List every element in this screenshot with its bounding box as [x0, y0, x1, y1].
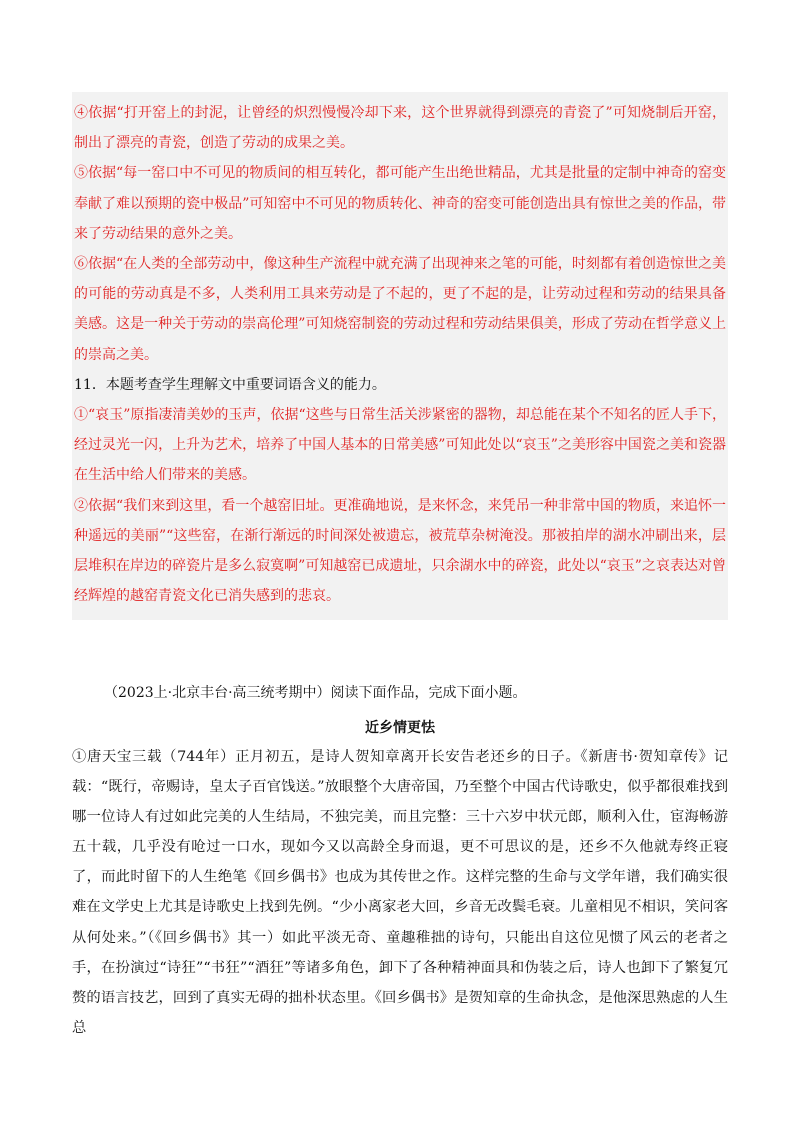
article-body — [72, 742, 728, 1043]
answer-question-11-heading: 11．本题考查学生理解文中重要词语含义的能力。 — [74, 376, 386, 393]
answer-paragraph-11-1: ①“哀玉”原指凄清美妙的玉声，依据“这些与日常生活关涉紧密的器物，却总能在某个不知名的匠人手下，经过灵光一闪，上升为艺术，培养了中国人基本的日常美感”可知此处以“哀玉”之美形容中国瓷之美和瓷器在生活中给人们带来的美感。 — [74, 407, 726, 484]
answer-paragraph-5: ⑤依据“每一窑口中不可见的物质间的相互转化，都可能产生出绝世精品，尤其是批量的定制中神奇的窑变奉献了难以预期的瓷中极品”可知窑中不可见的物质转化、神奇的窑变可能创造出具有惊世之美的作品，带来了劳动结果的意外之美。 — [74, 165, 726, 242]
answer-paragraph-11-2: ②依据“我们来到这里，看一个越窑旧址。更准确地说，是来怀念，来凭吊一种非常中国的物质，来追怀一种遥远的美丽”“这些窑，在渐行渐远的时间深处被遗忘，被荒草杂树淹没。那被拍岸的湖水冲刷出来，层层堆积在岸边的碎瓷片是多么寂寞啊”可知越窑已成遗址，只余湖水中的碎瓷，此处以“哀玉”之哀表达对曾经辉煌的越窑青瓷文化已消失感到的悲哀。 — [74, 497, 726, 605]
article-title: 近乡情更怯 — [365, 720, 435, 736]
answer-paragraph-4: ④依据“打开窑上的封泥，让曾经的炽烈慢慢冷却下来，这个世界就得到漂亮的青瓷了”可知烧制后开窑，制出了漂亮的青瓷，创造了劳动的成果之美。 — [74, 105, 726, 152]
article-paragraph-1: ①唐天宝三载（744年）正月初五，是诗人贺知章离开长安告老还乡的日子。《新唐书·贺知章传》记载：“既行，帝赐诗，皇太子百官饯送。”放眼整个大唐帝国，乃至整个中国古代诗歌史，似乎都很难找到哪一位诗人有过如此完美的人生结局，不独完美，而且完整：三十六岁中状元郎，顺利入仕，宦海畅游五十载，几乎没有呛过一口水，现如今又以高龄全身而退，更不可思议的是，还乡不久他就寿终正寝了，而此时留下的人生绝笔《回乡偶书》也成为其传世之作。这样完整的生命与文学年谱，我们确实很难在文学史上尤其是诗歌史上找到先例。“少小离家老大回，乡音无改鬓毛衰。儿童相见不相识，笑问客从何处来。”（《回乡偶书》其一）如此平淡无奇、童趣稚拙的诗句，只能出自这位见惯了风云的老者之手，在扮演过“诗狂”“书狂”“酒狂”等诸多角色，卸下了各种精神面具和伪装之后，诗人也卸下了繁复冗赘的语言技艺，回到了真实无碍的拙朴状态里。《回乡偶书》是贺知章的生命执念，是他深思熟虑的人生总 — [72, 749, 728, 1036]
answer-paragraph-6: ⑥依据“在人类的全部劳动中，像这种生产流程中就充满了出现神来之笔的可能，时刻都有着创造惊世之美的可能的劳动真是不多，人类利用工具来劳动是了不起的，更了不起的是，让劳动过程和劳动的结果具备美感。这是一种关于劳动的崇高伦理”可知烧窑制瓷的劳动过程和劳动结果俱美，形成了劳动在哲学意义上的崇高之美。 — [74, 256, 726, 363]
question-source: （2023上·北京丰台·高三统考期中）阅读下面作品，完成下面小题。 — [104, 685, 527, 701]
answer-explanation-box — [72, 92, 728, 620]
